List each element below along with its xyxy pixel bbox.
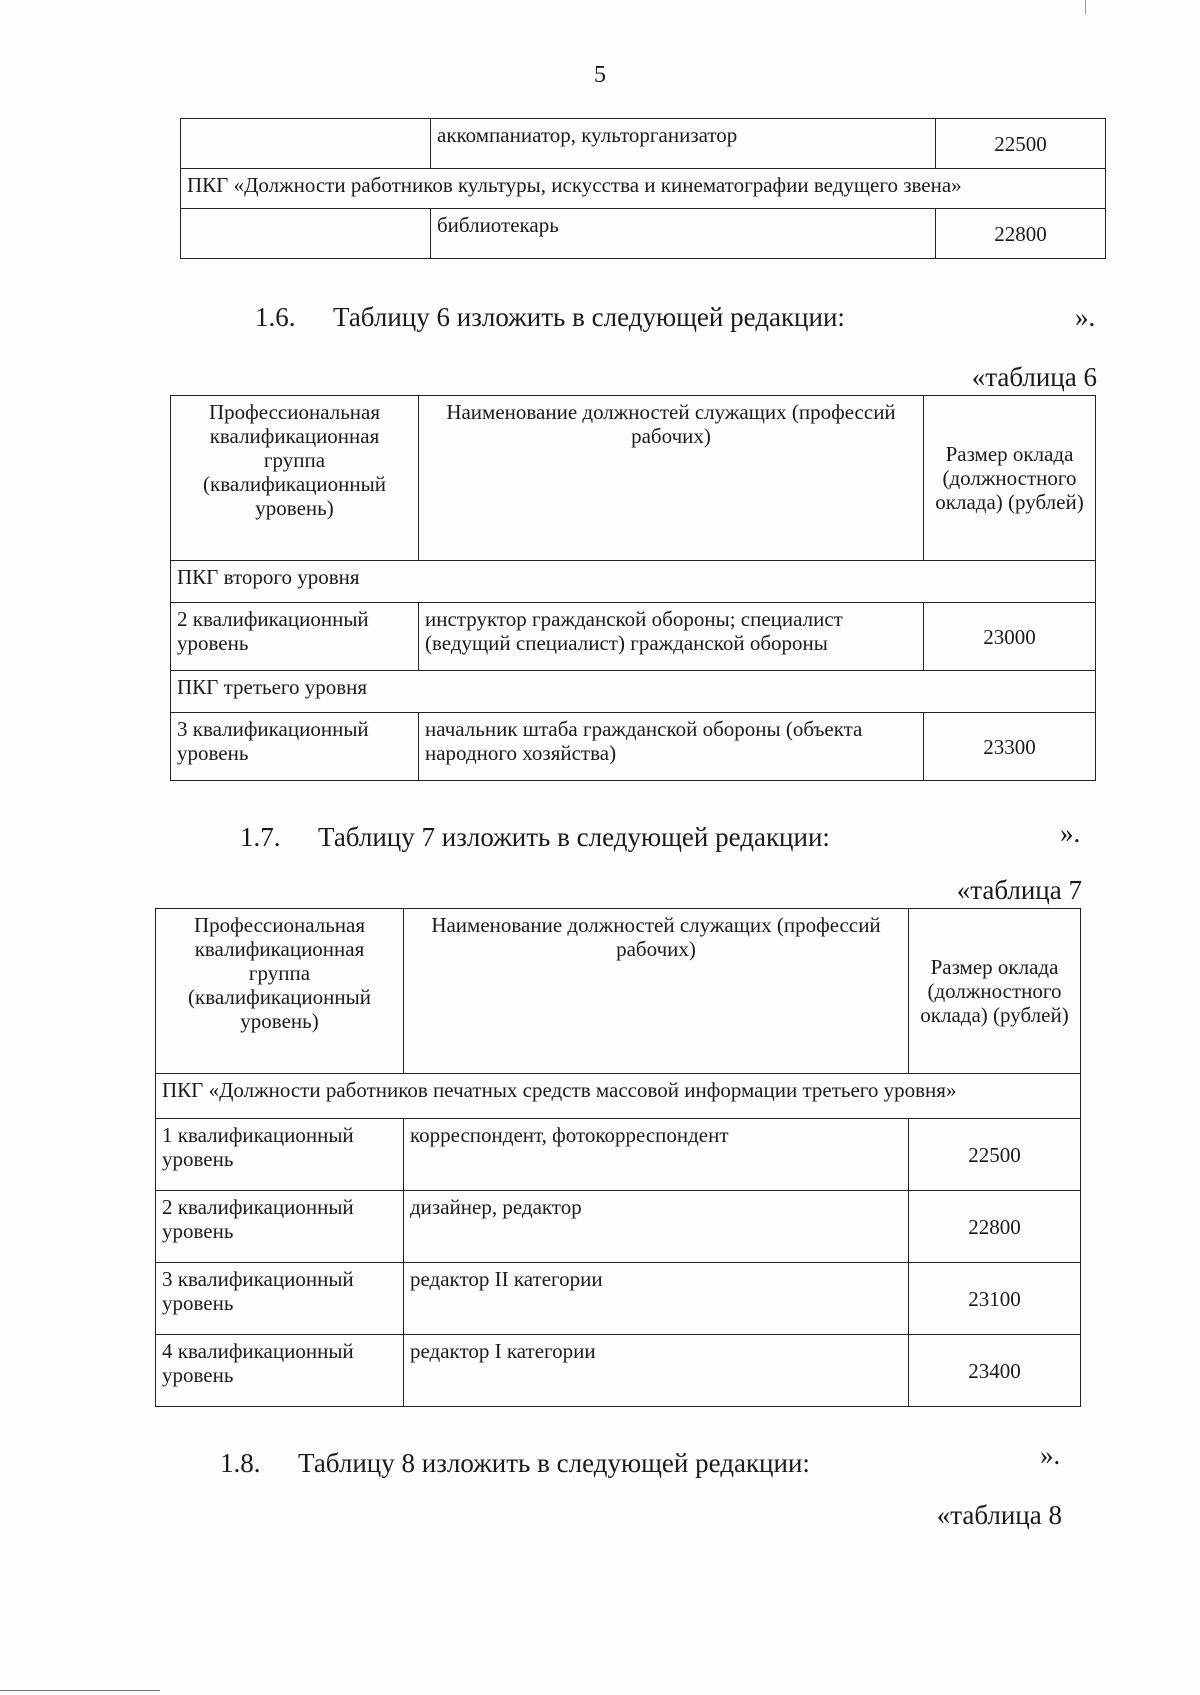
position-cell: дизайнер, редактор (404, 1191, 909, 1263)
level-cell: 3 квалификационный уровень (171, 713, 419, 781)
paragraph-1-6 (255, 302, 845, 333)
table-row (181, 209, 1106, 259)
table-header-row (171, 396, 1096, 561)
level-cell: 4 квалификационный уровень (156, 1335, 404, 1407)
paragraph-1-8 (220, 1448, 810, 1479)
paragraph-text: Таблицу 7 изложить в следующей редакции: (318, 822, 830, 852)
level-cell: 1 квалификационный уровень (156, 1119, 404, 1191)
position-cell: инструктор гражданской обороны; специалист (ведущий специалист) гражданской обороны (419, 603, 924, 671)
table-caption: «таблица 7 (956, 875, 1082, 905)
salary-cell: 23100 (909, 1263, 1081, 1335)
table-6 (170, 395, 1096, 781)
group-title: ПКГ второго уровня (171, 561, 1096, 603)
position-cell: корреспондент, фотокорреспондент (404, 1119, 909, 1191)
salary-cell: 22800 (936, 209, 1106, 259)
group-title: ПКГ третьего уровня (171, 671, 1096, 713)
group-row (171, 561, 1096, 603)
scan-edge-mark (0, 1690, 160, 1691)
closing-quote: ». (1060, 818, 1081, 848)
table-row (181, 119, 1106, 169)
header-position: Наименование должностей служащих (профессий рабочих) (419, 396, 924, 561)
header-group-level: Профессиональная квалификационная группа (квалификационный уровень) (171, 396, 419, 561)
salary-cell: 23400 (909, 1335, 1081, 1407)
table-caption: «таблица 6 (971, 362, 1097, 392)
group-row (171, 671, 1096, 713)
level-cell: 2 квалификационный уровень (171, 603, 419, 671)
table-row (156, 1191, 1081, 1263)
level-cell: 2 квалификационный уровень (156, 1191, 404, 1263)
salary-cell: 22500 (909, 1119, 1081, 1191)
header-salary: Размер оклада (должностного оклада) (рублей) (909, 909, 1081, 1074)
paragraph-1-7 (240, 822, 830, 853)
table-caption: «таблица 8 (936, 1500, 1062, 1530)
table-7 (155, 908, 1081, 1407)
table-row (156, 1263, 1081, 1335)
scan-edge-mark (1085, 0, 1086, 14)
position-cell: редактор II категории (404, 1263, 909, 1335)
paragraph-number: 1.7. (240, 822, 281, 852)
level-cell (181, 119, 431, 169)
paragraph-text: Таблицу 8 изложить в следующей редакции: (298, 1448, 810, 1478)
table-row (171, 603, 1096, 671)
table-row (156, 1335, 1081, 1407)
salary-cell: 23000 (924, 603, 1096, 671)
position-cell: библиотекарь (431, 209, 936, 259)
group-row (181, 169, 1106, 209)
salary-cell: 22800 (909, 1191, 1081, 1263)
paragraph-text: Таблицу 6 изложить в следующей редакции: (333, 302, 845, 332)
table-row (171, 713, 1096, 781)
position-cell: редактор I категории (404, 1335, 909, 1407)
closing-quote: ». (1040, 1440, 1061, 1470)
group-title: ПКГ «Должности работников культуры, искусства и кинематографии ведущего звена» (181, 169, 1106, 209)
header-group-level: Профессиональная квалификационная группа (квалификационный уровень) (156, 909, 404, 1074)
salary-cell: 23300 (924, 713, 1096, 781)
closing-quote: ». (1075, 302, 1096, 332)
salary-cell: 22500 (936, 119, 1106, 169)
continuation-table (180, 118, 1106, 259)
level-cell: 3 квалификационный уровень (156, 1263, 404, 1335)
header-salary: Размер оклада (должностного оклада) (рублей) (924, 396, 1096, 561)
position-cell: начальник штаба гражданской обороны (объекта народного хозяйства) (419, 713, 924, 781)
table-row (156, 1119, 1081, 1191)
page-number: 5 (594, 62, 606, 88)
header-position: Наименование должностей служащих (профессий рабочих) (404, 909, 909, 1074)
table-header-row (156, 909, 1081, 1074)
group-title: ПКГ «Должности работников печатных средств массовой информации третьего уровня» (156, 1074, 1081, 1119)
paragraph-number: 1.8. (220, 1448, 261, 1478)
group-row (156, 1074, 1081, 1119)
paragraph-number: 1.6. (255, 302, 296, 332)
level-cell (181, 209, 431, 259)
position-cell: аккомпаниатор, культорганизатор (431, 119, 936, 169)
